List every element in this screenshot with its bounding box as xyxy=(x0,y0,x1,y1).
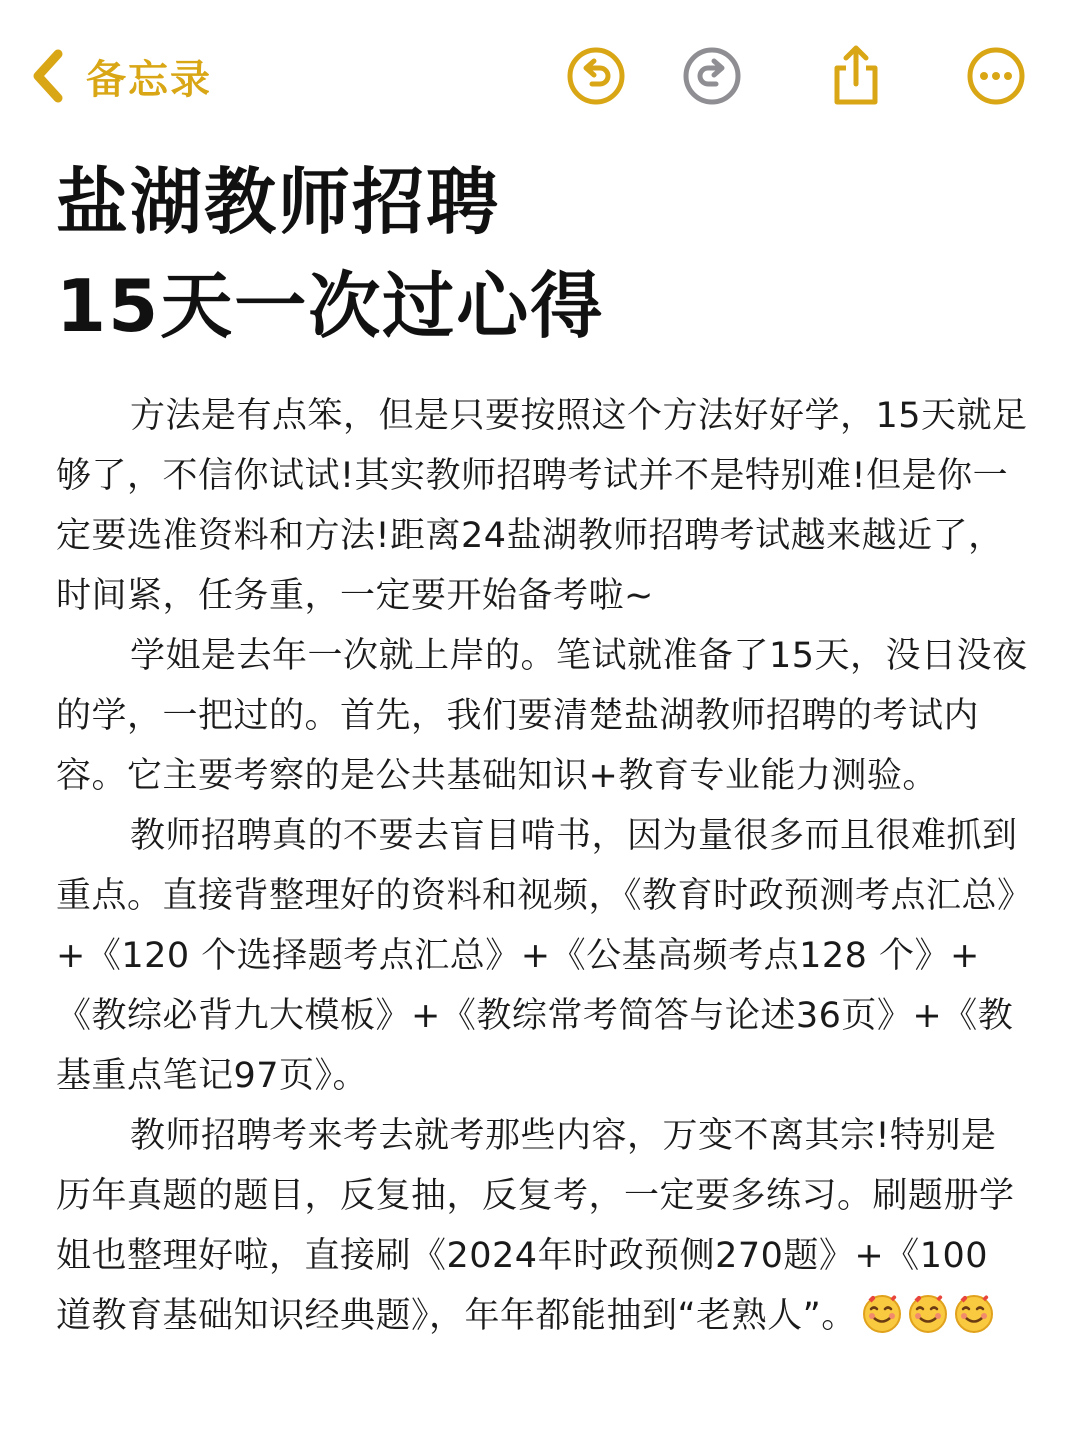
back-button[interactable] xyxy=(28,44,212,108)
undo-icon xyxy=(564,44,628,108)
note-title-line-1: 盐湖教师招聘 xyxy=(56,160,501,244)
more-icon xyxy=(964,44,1028,108)
note-paragraph xyxy=(56,1106,1028,1346)
undo-button[interactable] xyxy=(564,44,628,108)
note-paragraph: 教师招聘真的不要去盲目啃书，因为量很多而且很难抓到重点。直接背整理好的资料和视频，《教育时政预测考点汇总》+《120 个选择题考点汇总》+《公基高频考点128 个》+《教综必背九大模板》+《教综常考简答与论述36页》+《教基重点笔记97页》。 xyxy=(56,816,1018,1096)
note-body[interactable] xyxy=(56,386,1028,1346)
share-button[interactable] xyxy=(824,44,888,108)
navigation-bar xyxy=(0,0,1080,150)
share-icon xyxy=(824,44,888,108)
emoji-group xyxy=(857,1296,995,1336)
note-title xyxy=(56,150,1036,358)
note-title-line-2: 15天一次过心得 xyxy=(56,264,605,348)
smiling-face-with-hearts-icon xyxy=(907,1293,949,1335)
chevron-left-icon xyxy=(28,48,68,104)
note-paragraph: 学姐是去年一次就上岸的。笔试就准备了15天，没日没夜的学，一把过的。首先，我们要清楚盐湖教师招聘的考试内容。它主要考察的是公共基础知识+教育专业能力测验。 xyxy=(56,636,1028,796)
smiling-face-with-hearts-icon xyxy=(861,1293,903,1335)
back-button-label: 备忘录 xyxy=(86,56,212,103)
more-button[interactable] xyxy=(964,44,1028,108)
redo-icon xyxy=(680,44,744,108)
note-paragraph-text: 教师招聘考来考去就考那些内容，万变不离其宗!特别是历年真题的题目，反复抽，反复考，一定要多练习。刷题册学姐也整理好啦，直接刷《2024年时政预侧270题》+《100 道教育基础知识经典题》，年年都能抽到“老熟人”。 xyxy=(56,1116,1015,1336)
note-paragraph: 方法是有点笨，但是只要按照这个方法好好学，15天就足够了，不信你试试!其实教师招聘考试并不是特别难!但是你一定要选准资料和方法!距离24盐湖教师招聘考试越来越近了，时间紧，任务重，一定要开始备考啦~ xyxy=(56,396,1028,616)
smiling-face-with-hearts-icon xyxy=(953,1293,995,1335)
redo-button[interactable] xyxy=(680,44,744,108)
